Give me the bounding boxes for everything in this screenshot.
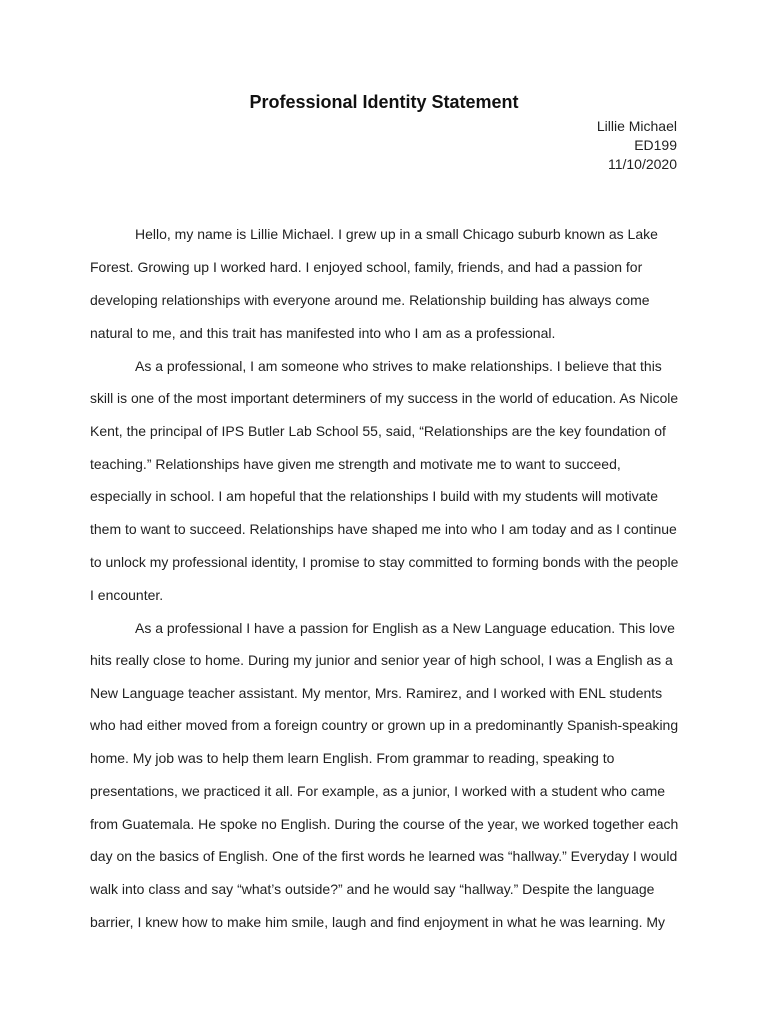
body-line: presentations, we practiced it all. For example, as a junior, I worked with a student who came: [90, 783, 666, 799]
body-line: walk into class and say “what’s outside?” and he would say “hallway.” Despite the language: [90, 881, 655, 897]
document-title: Professional Identity Statement: [249, 92, 519, 112]
author-block: [597, 117, 677, 174]
body-line: who had either moved from a foreign country or grown up in a predominantly Spanish-speaking: [90, 717, 679, 733]
body-line: hits really close to home. During my junior and senior year of high school, I was a English as a: [90, 652, 673, 668]
body-line: barrier, I knew how to make him smile, laugh and find enjoyment in what he was learning. My: [90, 914, 666, 930]
body-line: developing relationships with everyone around me. Relationship building has always come: [90, 292, 650, 308]
author-name: Lillie Michael: [596, 118, 677, 134]
body-line: skill is one of the most important determiners of my success in the world of education. As Nicole: [90, 390, 679, 406]
body-line: I encounter.: [90, 587, 164, 603]
document-date: 11/10/2020: [607, 156, 677, 172]
body-line: especially in school. I am hopeful that the relationships I build with my students will motivate: [90, 488, 659, 504]
body-line: to unlock my professional identity, I promise to stay committed to forming bonds with the people: [90, 554, 679, 570]
body-line: Hello, my name is Lillie Michael. I grew up in a small Chicago suburb known as Lake: [135, 226, 658, 242]
body-line: As a professional I have a passion for English as a New Language education. This love: [135, 620, 675, 636]
body-line: day on the basics of English. One of the first words he learned was “hallway.” Everyday I would: [90, 848, 678, 864]
course-code: ED199: [634, 137, 677, 153]
body-line: New Language teacher assistant. My mentor, Mrs. Ramirez, and I worked with ENL students: [90, 685, 663, 701]
body-line: home. My job was to help them learn English. From grammar to reading, speaking to: [90, 750, 615, 766]
body-line: As a professional, I am someone who strives to make relationships. I believe that this: [135, 358, 662, 374]
body-line: Forest. Growing up I worked hard. I enjoyed school, family, friends, and had a passion for: [90, 259, 643, 275]
body-line: teaching.” Relationships have given me strength and motivate me to want to succeed,: [90, 456, 621, 472]
body-line: natural to me, and this trait has manifested into who I am as a professional.: [90, 325, 556, 341]
body-line: Kent, the principal of IPS Butler Lab School 55, said, “Relationships are the key foundation of: [90, 423, 666, 439]
body-line: from Guatemala. He spoke no English. During the course of the year, we worked together each: [90, 816, 679, 832]
body-line: them to want to succeed. Relationships have shaped me into who I am today and as I continue: [90, 521, 677, 537]
